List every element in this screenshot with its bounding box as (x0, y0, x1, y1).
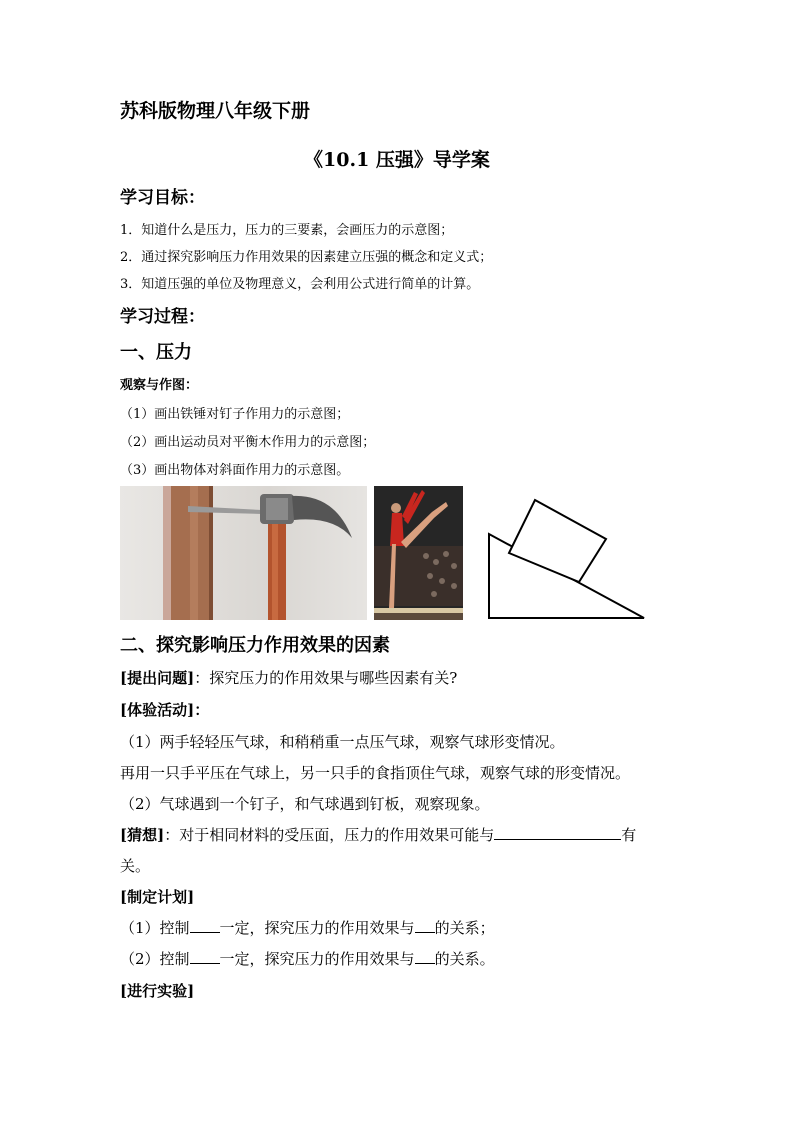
question-line (120, 667, 457, 688)
guess-end: 有 (621, 826, 637, 844)
goal-item-1: 1．知道什么是压力，压力的三要素，会画压力的示意图； (120, 223, 454, 238)
plan1-blank-2[interactable] (415, 918, 435, 933)
page-title: 《10.1 压强》导学案 (304, 149, 490, 171)
question-text: ：探究压力的作用效果与哪些因素有关? (194, 669, 458, 687)
guess-blank[interactable] (494, 825, 621, 840)
observe-item-2: （2）画出运动员对平衡木作用力的示意图； (120, 435, 376, 450)
observe-label: 观察与作图： (120, 378, 199, 393)
subject-heading: 苏科版物理八年级下册 (120, 100, 311, 122)
observe-item-3: （3）画出物体对斜面作用力的示意图。 (120, 463, 350, 478)
question-tag: [提出问题] (120, 669, 195, 687)
guess-text: ：对于相同材料的受压面，压力的作用效果可能与 (164, 826, 495, 844)
plan1-suffix: 的关系； (434, 919, 495, 937)
part1-heading: 一、压力 (120, 342, 192, 363)
plan1-prefix: （1）控制 (120, 919, 190, 937)
plan1-middle: 一定，探究压力的作用效果与 (219, 919, 415, 937)
experiment-tag: [进行实验] (120, 982, 195, 1000)
activity-item-3: （2）气球遇到一个钉子，和气球遇到钉板，观察现象。 (120, 795, 490, 813)
activity-item-2: 再用一只手平压在气球上，另一只手的食指顶住气球，观察气球的形变情况。 (120, 764, 631, 782)
activity-colon: ： (194, 701, 210, 719)
plan-line-1 (120, 917, 495, 938)
process-heading: 学习过程： (120, 307, 205, 327)
part2-heading: 二、探究影响压力作用效果的因素 (120, 635, 390, 656)
goals-heading: 学习目标： (120, 188, 205, 208)
plan2-blank-2[interactable] (415, 949, 435, 964)
plan2-middle: 一定，探究压力的作用效果与 (219, 950, 415, 968)
plan2-blank-1[interactable] (190, 949, 220, 964)
hammer-nail-figure (120, 486, 367, 620)
plan2-prefix: （2）控制 (120, 950, 190, 968)
activity-line (120, 699, 209, 720)
plan-tag: [制定计划] (120, 888, 195, 906)
guess-tag: [猜想] (120, 826, 165, 844)
activity-tag: [体验活动] (120, 701, 195, 719)
gymnast-figure (374, 486, 463, 620)
incline-block-figure (482, 496, 652, 622)
activity-item-1: （1）两手轻轻压气球，和稍稍重一点压气球，观察气球形变情况。 (120, 733, 565, 751)
plan2-suffix: 的关系。 (434, 950, 495, 968)
plan1-blank-1[interactable] (190, 918, 220, 933)
gymnast-icon (374, 486, 463, 620)
plan-line-2 (120, 948, 495, 969)
goal-item-3: 3．知道压强的单位及物理意义，会利用公式进行简单的计算。 (120, 277, 480, 292)
guess-line (120, 824, 636, 845)
guess-wrap: 关。 (120, 857, 151, 875)
goal-item-2: 2．通过探究影响压力作用效果的因素建立压强的概念和定义式； (120, 250, 493, 265)
observe-item-1: （1）画出铁锤对钉子作用力的示意图； (120, 407, 350, 422)
hammer-icon (120, 486, 367, 620)
